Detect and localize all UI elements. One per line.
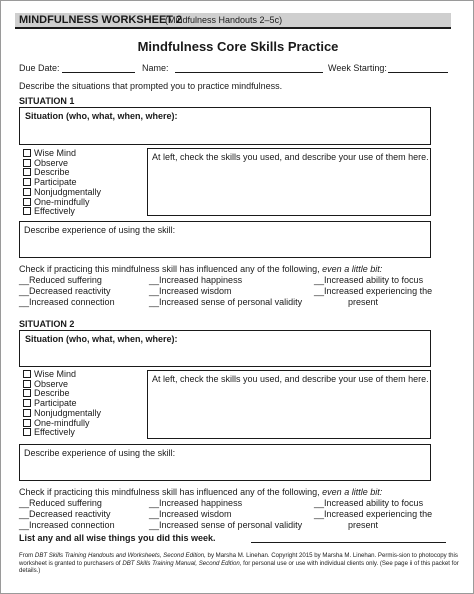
situation-2-skills-prompt: At left, check the skills you used, and describe your use of them here.	[152, 374, 429, 384]
situation-1-outcomes-col3	[314, 275, 432, 308]
outcome-decreased-reactivity[interactable]: __Decreased reactivity	[19, 286, 111, 296]
situation-2-box[interactable]	[19, 330, 431, 367]
checkbox-icon[interactable]	[23, 428, 31, 436]
outcome-increased-focus[interactable]: __Increased ability to focus	[314, 275, 424, 285]
skill-checkbox-observe[interactable]: Observe	[23, 380, 101, 390]
checkbox-icon[interactable]	[23, 178, 31, 186]
situation-1-heading: SITUATION 1	[19, 96, 75, 106]
week-starting-field[interactable]	[388, 72, 448, 73]
outcome-increased-connection[interactable]: __Increased connection	[19, 520, 115, 530]
situation-1-outcomes-col2	[149, 275, 302, 308]
situation-2-skills-checklist	[23, 370, 101, 438]
outcome-reduced-suffering[interactable]: __Reduced suffering	[19, 275, 102, 285]
worksheet-title: MINDFULNESS WORKSHEET 2	[19, 14, 183, 26]
page-title: Mindfulness Core Skills Practice	[137, 39, 339, 54]
outcome-increased-experiencing[interactable]: __Increased experiencing the	[314, 286, 433, 296]
worksheet-subtitle: (Mindfulness Handouts 2–5c)	[165, 15, 283, 25]
list-wise-things-field[interactable]	[251, 542, 446, 543]
skill-checkbox-wise-mind[interactable]: Wise Mind	[23, 370, 101, 380]
outcome-increased-happiness[interactable]: __Increased happiness	[149, 275, 243, 285]
intro-text: Describe the situations that prompted you to practice mindfulness.	[19, 81, 283, 91]
outcome-increased-happiness[interactable]: __Increased happiness	[149, 498, 243, 508]
checkbox-icon[interactable]	[23, 149, 31, 157]
skill-checkbox-effectively[interactable]: Effectively	[23, 428, 101, 438]
checkbox-icon[interactable]	[23, 207, 31, 215]
skill-checkbox-describe[interactable]: Describe	[23, 168, 101, 178]
situation-2-heading: SITUATION 2	[19, 319, 75, 329]
outcome-increased-focus[interactable]: __Increased ability to focus	[314, 498, 424, 508]
week-starting-label: Week Starting:	[328, 63, 387, 73]
outcome-increased-validity[interactable]: __Increased sense of personal validity	[149, 297, 303, 307]
situation-1-experience-label: Describe experience of using the skill:	[24, 225, 176, 235]
situation-2-experience-box[interactable]	[19, 444, 431, 481]
copyright-footer: From DBT Skills Training Handouts and Worksheets, Second Edition, by Marsha M. Linehan. Copyright 2015 by Marsha M. Linehan. Permis-sion to photocopy this worksheet is granted to purchasers of DBT Skills Training Manual, Second Edition, for personal use or use with individual clients only. (See page ii of this packet for details.)	[19, 552, 459, 574]
situation-2-skills-box[interactable]	[147, 370, 431, 439]
due-date-label: Due Date:	[19, 63, 60, 73]
skill-checkbox-wise-mind[interactable]: Wise Mind	[23, 149, 101, 159]
checkbox-icon[interactable]	[23, 409, 31, 417]
skill-checkbox-observe[interactable]: Observe	[23, 159, 101, 169]
name-label: Name:	[142, 63, 169, 73]
outcome-increased-wisdom[interactable]: __Increased wisdom	[149, 286, 232, 296]
outcome-present-continuation: present	[348, 297, 379, 307]
outcome-increased-connection[interactable]: __Increased connection	[19, 297, 115, 307]
outcome-present-continuation: present	[348, 520, 379, 530]
checkbox-icon[interactable]	[23, 168, 31, 176]
skill-checkbox-participate[interactable]: Participate	[23, 399, 101, 409]
situation-1-skills-prompt: At left, check the skills you used, and describe your use of them here.	[152, 152, 429, 162]
outcome-increased-experiencing[interactable]: __Increased experiencing the	[314, 509, 433, 519]
situation-1-label: Situation (who, what, when, where):	[25, 111, 178, 121]
name-field[interactable]	[175, 72, 323, 73]
skill-checkbox-effectively[interactable]: Effectively	[23, 207, 101, 217]
outcome-decreased-reactivity[interactable]: __Decreased reactivity	[19, 509, 111, 519]
checkbox-icon[interactable]	[23, 188, 31, 196]
checkbox-icon[interactable]	[23, 159, 31, 167]
situation-1-skills-checklist	[23, 149, 101, 217]
skill-checkbox-describe[interactable]: Describe	[23, 389, 101, 399]
checkbox-icon[interactable]	[23, 380, 31, 388]
situation-2-outcomes-col2	[149, 498, 302, 531]
skill-checkbox-nonjudgmentally[interactable]: Nonjudgmentally	[23, 409, 101, 419]
checkbox-icon[interactable]	[23, 389, 31, 397]
situation-2-label: Situation (who, what, when, where):	[25, 334, 178, 344]
situation-2-experience-label: Describe experience of using the skill:	[24, 448, 176, 458]
outcome-increased-validity[interactable]: __Increased sense of personal validity	[149, 520, 303, 530]
skill-checkbox-participate[interactable]: Participate	[23, 178, 101, 188]
checkbox-icon[interactable]	[23, 399, 31, 407]
situation-1-box[interactable]	[19, 107, 431, 145]
list-wise-things-prompt: List any and all wise things you did this week.	[19, 533, 216, 543]
situation-1-outcomes-col1	[19, 275, 115, 308]
skill-checkbox-nonjudgmentally[interactable]: Nonjudgmentally	[23, 188, 101, 198]
checkbox-icon[interactable]	[23, 370, 31, 378]
outcome-reduced-suffering[interactable]: __Reduced suffering	[19, 498, 102, 508]
outcome-increased-wisdom[interactable]: __Increased wisdom	[149, 509, 232, 519]
situation-1-skills-box[interactable]	[147, 148, 431, 216]
skill-checkbox-one-mindfully[interactable]: One-mindfully	[23, 198, 101, 208]
due-date-field[interactable]	[62, 72, 135, 73]
checkbox-icon[interactable]	[23, 198, 31, 206]
situation-2-outcomes-col3	[314, 498, 432, 531]
situation-1-experience-box[interactable]	[19, 221, 431, 258]
situation-2-influence-prompt: Check if practicing this mindfulness skill has influenced any of the following, even a little bit:	[19, 487, 383, 497]
checkbox-icon[interactable]	[23, 419, 31, 427]
situation-1-influence-prompt: Check if practicing this mindfulness skill has influenced any of the following, even a little bit:	[19, 264, 383, 274]
skill-checkbox-one-mindfully[interactable]: One-mindfully	[23, 419, 101, 429]
situation-2-outcomes-col1	[19, 498, 115, 531]
